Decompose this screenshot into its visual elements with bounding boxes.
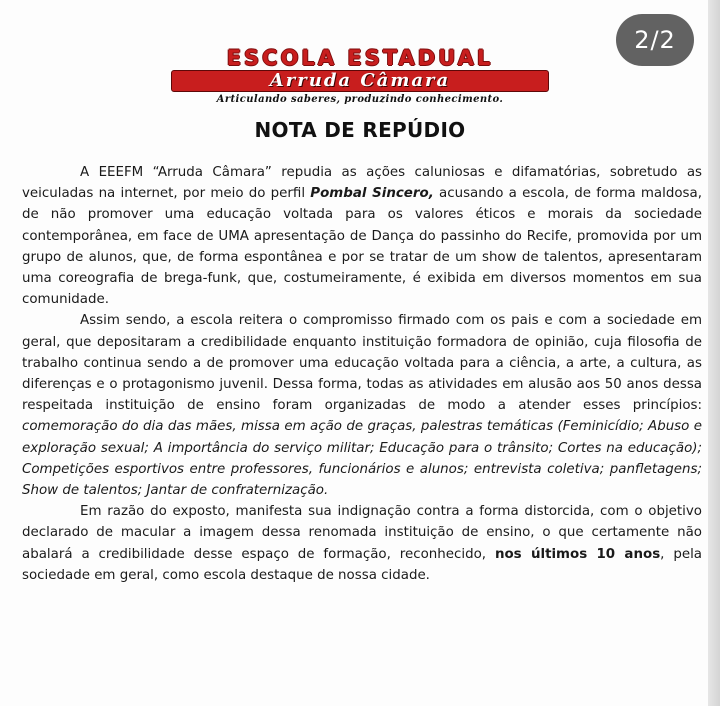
years-highlight: nos últimos 10 anos <box>494 546 661 562</box>
paragraph-2 <box>22 310 702 501</box>
document-body <box>22 162 702 586</box>
paragraph-1-text-a: A EEEFM “Arruda Câmara” repudia as ações caluniosas e difamatórias, sobretudo as veiculadas na internet, por meio do perfil <box>22 165 702 202</box>
paragraph-3 <box>22 501 702 586</box>
viewer-edge <box>708 0 720 706</box>
paragraph-2-text-a: Assim sendo, a escola reitera o compromisso firmado com os pais e com a sociedade em geral, que depositaram a credibilidade enquanto instituição formadora de opinião, cuja filosofia de trabalho continua sendo a de promover uma educação voltada para a ciência, a arte, a cultura, as diferenças e o protagonismo juvenil. Dessa forma, todas as atividades em alusão aos 50 anos dessa respeitada instituição de ensino foram organizadas de modo a atender esses princípios: <box>22 313 702 414</box>
paragraph-1 <box>22 162 702 310</box>
paragraph-3-text-c: , pela sociedade em geral, como escola destaque de nossa cidade. <box>22 546 702 583</box>
logo-school-type: ESCOLA ESTADUAL <box>226 46 494 70</box>
logo-school-name: Arruda Câmara <box>171 70 549 92</box>
page-indicator: 2/2 <box>616 14 694 66</box>
paragraph-1-text-c: acusando a escola, de forma maldosa, de não promover uma educação voltada para os valores éticos e morais da sociedade contemporânea, em face de UMA apresentação de Dança do passinho do Recife, promovida por um grupo de alunos, que, de forma espontânea e por se tratar de um show de talentos, apresentaram uma coreografia de brega-funk, que, costumeiramente, é exibida em diversos momentos em sua comunidade. <box>22 186 702 308</box>
logo-slogan: Articulando saberes, produzindo conhecimento. <box>216 94 504 105</box>
profile-name: Pombal Sincero, <box>310 186 434 202</box>
activities-list: comemoração do dia das mães, missa em ação de graças, palestras temáticas (Feminicídio; Abuso e exploração sexual; A importância do serviço militar; Educação para o trânsito; Cortes na educação); Competições esportivos entre professores, funcionários e alunos; entrevista coletiva; panfletagens; Show de talentos; Jantar de confraternização. <box>22 419 702 499</box>
paragraph-3-text-a: Em razão do exposto, manifesta sua indignação contra a forma distorcida, com o objetivo declarado de macular a imagem dessa renomada instituição de ensino, o que certamente não abalará a credibilidade desse espaço de formação, reconhecido, <box>22 504 702 562</box>
school-logo <box>164 46 556 105</box>
document-title: NOTA DE REPÚDIO <box>254 118 466 142</box>
